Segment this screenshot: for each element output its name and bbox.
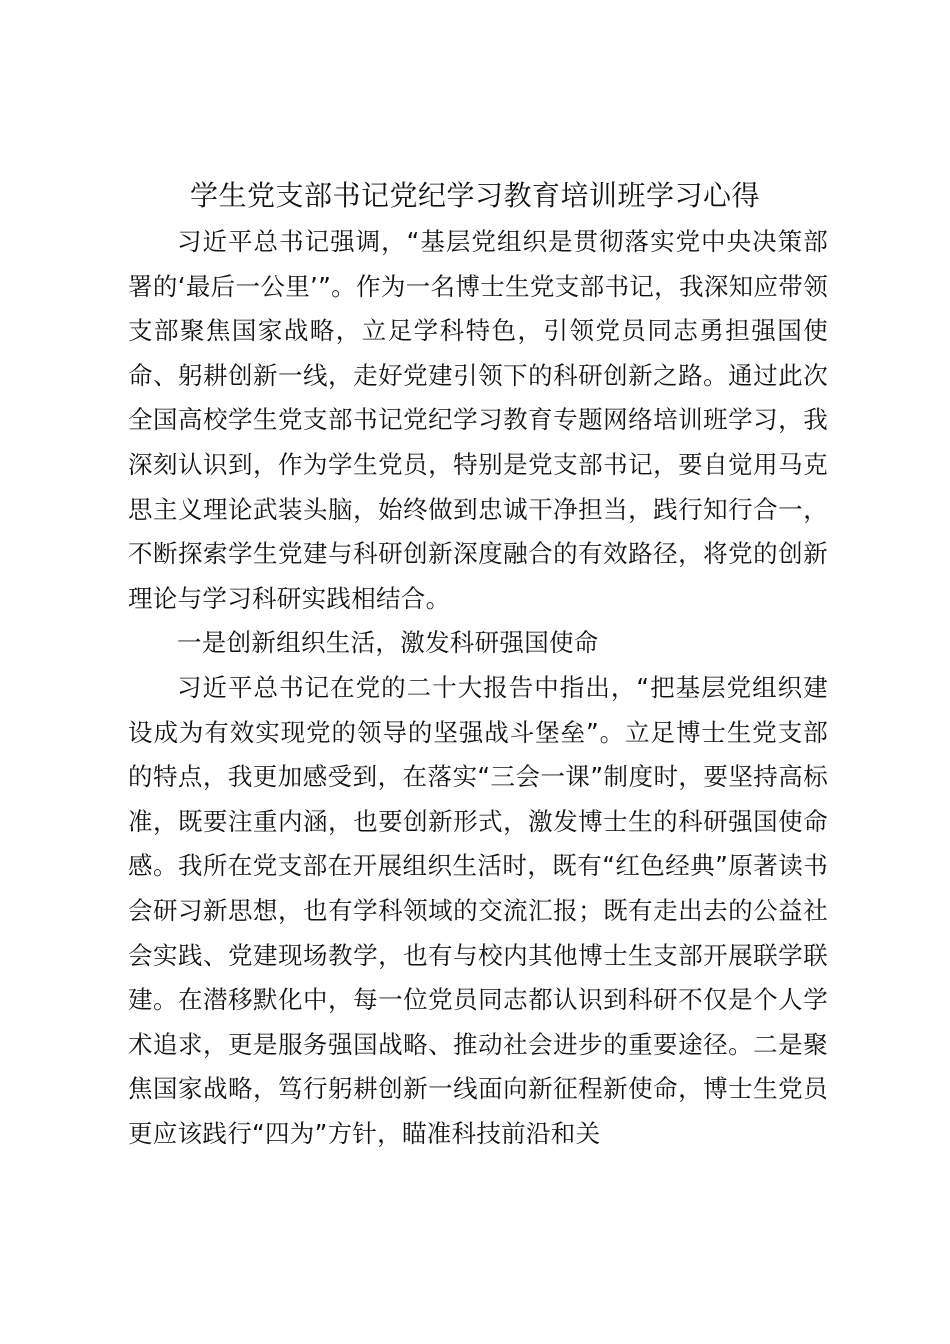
paragraph-intro: 习近平总书记强调，“基层党组织是贯彻落实党中央决策部署的‘最后一公里’”。作为一名博士生党支部书记，我深知应带领支部聚焦国家战略，立足学科特色，引领党员同志勇担强国使命、躬耕创新一线，走好党建引领下的科研创新之路。通过此次全国高校学生党支部书记党纪学习教育专题网络培训班学习，我深刻认识到，作为学生党员，特别是党支部书记，要自觉用马克思主义理论武装头脑，始终做到忠诚干净担当，践行知行合一，不断探索学生党建与科研创新深度融合的有效路径，将党的创新理论与学习科研实践相结合。 xyxy=(128,227,828,613)
document-title: 学生党支部书记党纪学习教育培训班学习心得 xyxy=(189,179,760,212)
document-body xyxy=(128,220,828,1156)
section-heading-1: 一是创新组织生活，激发科研强国使命 xyxy=(177,628,599,658)
paragraph-section-1: 习近平总书记在党的二十大报告中指出，“把基层党组织建设成为有效实现党的领导的坚强战斗堡垒”。立足博士生党支部的特点，我更加感受到，在落实“三会一课”制度时，要坚持高标准，既要注重内涵，也要创新形式，激发博士生的科研强国使命感。我所在党支部在开展组织生活时，既有“红色经典”原著读书会研习新思想，也有学科领域的交流汇报；既有走出去的公益社会实践、党建现场教学，也有与校内其他博士生支部开展联学联建。在潜移默化中，每一位党员同志都认识到科研不仅是个人学术追求，更是服务强国战略、推动社会进步的重要途径。二是聚焦国家战略，笃行躬耕创新一线面向新征程新使命，博士生党员更应该践行“四为”方针，瞄准科技前沿和关 xyxy=(128,672,828,1148)
